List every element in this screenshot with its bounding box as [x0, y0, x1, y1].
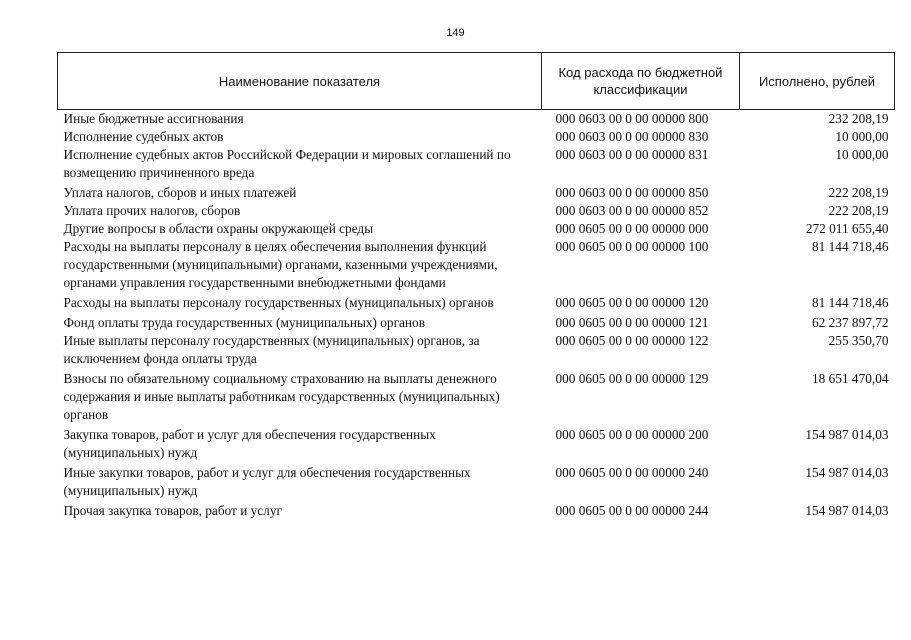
row-amount: 232 208,19: [828, 111, 889, 126]
header-row: [58, 53, 895, 110]
row-name: Исполнение судебных актов: [63, 129, 224, 144]
table-row: [58, 110, 895, 129]
row-code: 000 0605 00 0 00 00000 129: [555, 371, 709, 386]
row-code: 000 0605 00 0 00 00000 240: [555, 465, 709, 480]
row-amount: 222 208,19: [828, 185, 889, 200]
row-amount: 272 011 655,40: [805, 221, 889, 236]
table-row: [58, 502, 895, 520]
table-row: [58, 464, 895, 502]
row-name: Иные бюджетные ассигнования: [63, 111, 244, 126]
row-code: 000 0605 00 0 00 00000 122: [555, 333, 709, 348]
header-code: Код расхода по бюджетной классификации: [542, 53, 740, 110]
row-name: Фонд оплаты труда государственных (муниципальных) органов: [63, 315, 425, 330]
row-amount: 222 208,19: [828, 203, 889, 218]
row-name: Иные выплаты персоналу государственных (муниципальных) органов, за исключением фонда оплаты труда: [63, 333, 480, 366]
row-code: 000 0605 00 0 00 00000 200: [555, 427, 709, 442]
table-row: [58, 220, 895, 238]
row-amount: 255 350,70: [828, 333, 889, 348]
row-name: Уплата прочих налогов, сборов: [63, 203, 241, 218]
row-code: 000 0603 00 0 00 00000 830: [555, 129, 709, 144]
row-name: Другие вопросы в области охраны окружающей среды: [63, 221, 374, 236]
row-code: 000 0603 00 0 00 00000 852: [555, 203, 709, 218]
row-name: Расходы на выплаты персоналу в целях обеспечения выполнения функций государственными (муниципальными) органами, казенными учреждениями, органами управления государственными внебюджетными фондами: [63, 239, 498, 290]
row-name: Расходы на выплаты персоналу государственных (муниципальных) органов: [63, 295, 494, 310]
header-name: Наименование показателя: [58, 53, 542, 110]
row-code: 000 0605 00 0 00 00000 100: [555, 239, 709, 254]
row-amount: 10 000,00: [835, 147, 889, 162]
row-amount: 154 987 014,03: [805, 503, 889, 518]
header-amount: Исполнено, рублей: [740, 53, 895, 110]
row-name: Прочая закупка товаров, работ и услуг: [63, 503, 282, 518]
row-code: 000 0603 00 0 00 00000 850: [555, 185, 709, 200]
table-row: [58, 314, 895, 332]
page-number: 149: [446, 27, 465, 39]
table-row: [58, 332, 895, 370]
table-row: [58, 128, 895, 146]
table-row: [58, 370, 895, 426]
table-row: [58, 426, 895, 464]
row-amount: 10 000,00: [835, 129, 889, 144]
table-row: [58, 238, 895, 294]
table-body: [58, 110, 895, 521]
table-row: [58, 146, 895, 184]
row-amount: 154 987 014,03: [805, 427, 889, 442]
expense-table: [57, 52, 895, 520]
table-row: [58, 294, 895, 314]
row-code: 000 0603 00 0 00 00000 831: [555, 147, 709, 162]
table-row: [58, 202, 895, 220]
row-code: 000 0605 00 0 00 00000 000: [555, 221, 709, 236]
row-amount: 154 987 014,03: [805, 465, 889, 480]
row-name: Исполнение судебных актов Российской Федерации и мировых соглашений по возмещению причиненного вреда: [63, 147, 511, 180]
row-amount: 81 144 718,46: [812, 239, 889, 254]
row-name: Уплата налогов, сборов и иных платежей: [63, 185, 297, 200]
row-name: Закупка товаров, работ и услуг для обеспечения государственных (муниципальных) нужд: [63, 427, 436, 460]
table-row: [58, 184, 895, 202]
row-amount: 18 651 470,04: [812, 371, 889, 386]
row-amount: 81 144 718,46: [812, 295, 889, 310]
row-name: Взносы по обязательному социальному страхованию на выплаты денежного содержания и иные выплаты работникам государственных (муниципальных) органов: [63, 371, 500, 422]
row-code: 000 0605 00 0 00 00000 244: [555, 503, 709, 518]
row-code: 000 0605 00 0 00 00000 121: [555, 315, 709, 330]
row-name: Иные закупки товаров, работ и услуг для обеспечения государственных (муниципальных) нужд: [63, 465, 471, 498]
row-code: 000 0605 00 0 00 00000 120: [555, 295, 709, 310]
row-amount: 62 237 897,72: [812, 315, 889, 330]
row-code: 000 0603 00 0 00 00000 800: [555, 111, 709, 126]
